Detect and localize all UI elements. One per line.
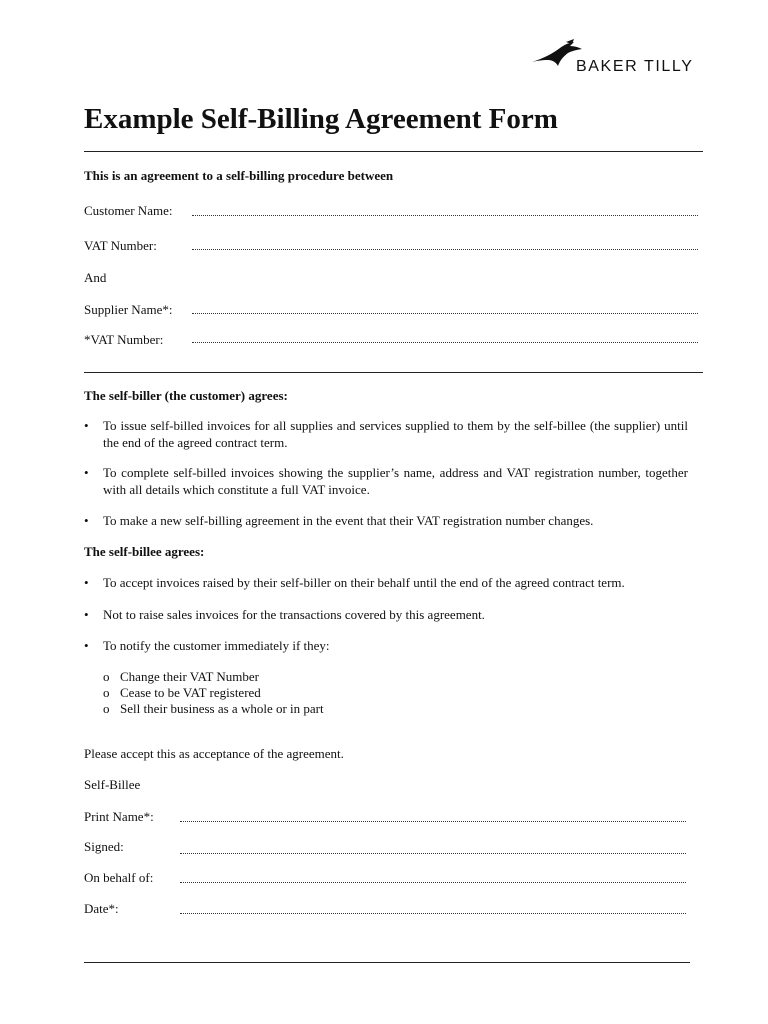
supplier-vat-label: *VAT Number: bbox=[84, 332, 164, 347]
list-item-text: To complete self-billed invoices showing the supplier’s name, address and VAT registration number, together with all details which constitute a full VAT invoice. bbox=[103, 465, 688, 497]
bullet-mark: • bbox=[84, 575, 89, 590]
list-item-text: To notify the customer immediately if they: bbox=[103, 638, 330, 653]
print-name-field[interactable] bbox=[180, 821, 686, 822]
sub-bullet-mark: o bbox=[103, 669, 110, 684]
bullet-mark: • bbox=[84, 513, 89, 528]
title-divider bbox=[84, 151, 703, 152]
page-title: Example Self-Billing Agreement Form bbox=[84, 103, 558, 135]
bullet-mark: • bbox=[84, 638, 89, 653]
customer-name-field[interactable] bbox=[192, 215, 698, 216]
sub-list-item-text: Change their VAT Number bbox=[120, 669, 260, 684]
list-item-text: Not to raise sales invoices for the transactions covered by this agreement. bbox=[103, 607, 485, 622]
bullet-mark: • bbox=[84, 465, 89, 480]
sub-bullet-mark: o bbox=[103, 701, 110, 716]
brand-name: BAKER TILLY bbox=[576, 58, 694, 75]
sub-bullet-mark: o bbox=[103, 685, 110, 700]
supplier-vat-field[interactable] bbox=[192, 342, 698, 343]
list-item-text: To issue self-billed invoices for all supplies and services supplied to them by the self-billee (the supplier) until the end of the agreed contract term. bbox=[103, 418, 688, 450]
customer-name-label: Customer Name: bbox=[84, 203, 173, 218]
sub-list-item-text: Sell their business as a whole or in part bbox=[120, 701, 324, 716]
customer-vat-field[interactable] bbox=[192, 249, 698, 250]
bullet-mark: • bbox=[84, 418, 89, 433]
print-name-label: Print Name*: bbox=[84, 809, 154, 824]
supplier-name-label: Supplier Name*: bbox=[84, 302, 173, 317]
acceptance-text: Please accept this as acceptance of the agreement. bbox=[84, 746, 344, 761]
intro-text: This is an agreement to a self-billing procedure between bbox=[84, 168, 394, 183]
list-item-text: To accept invoices raised by their self-biller on their behalf until the end of the agreed contract term. bbox=[103, 575, 625, 590]
footer-divider bbox=[84, 962, 690, 963]
section-divider bbox=[84, 372, 703, 373]
and-label: And bbox=[84, 270, 107, 285]
signed-field[interactable] bbox=[180, 853, 686, 854]
customer-vat-label: VAT Number: bbox=[84, 238, 157, 253]
sub-list-item-text: Cease to be VAT registered bbox=[120, 685, 261, 700]
bullet-mark: • bbox=[84, 607, 89, 622]
on-behalf-field[interactable] bbox=[180, 882, 686, 883]
supplier-name-field[interactable] bbox=[192, 313, 698, 314]
self-billee-heading: The self-billee agrees: bbox=[84, 544, 205, 559]
signed-label: Signed: bbox=[84, 839, 124, 854]
on-behalf-label: On behalf of: bbox=[84, 870, 154, 885]
date-field[interactable] bbox=[180, 913, 686, 914]
list-item-text: To make a new self-billing agreement in the event that their VAT registration number changes. bbox=[103, 513, 594, 528]
date-label: Date*: bbox=[84, 901, 119, 916]
self-billee-label: Self-Billee bbox=[84, 777, 141, 792]
self-biller-heading: The self-biller (the customer) agrees: bbox=[84, 388, 288, 403]
